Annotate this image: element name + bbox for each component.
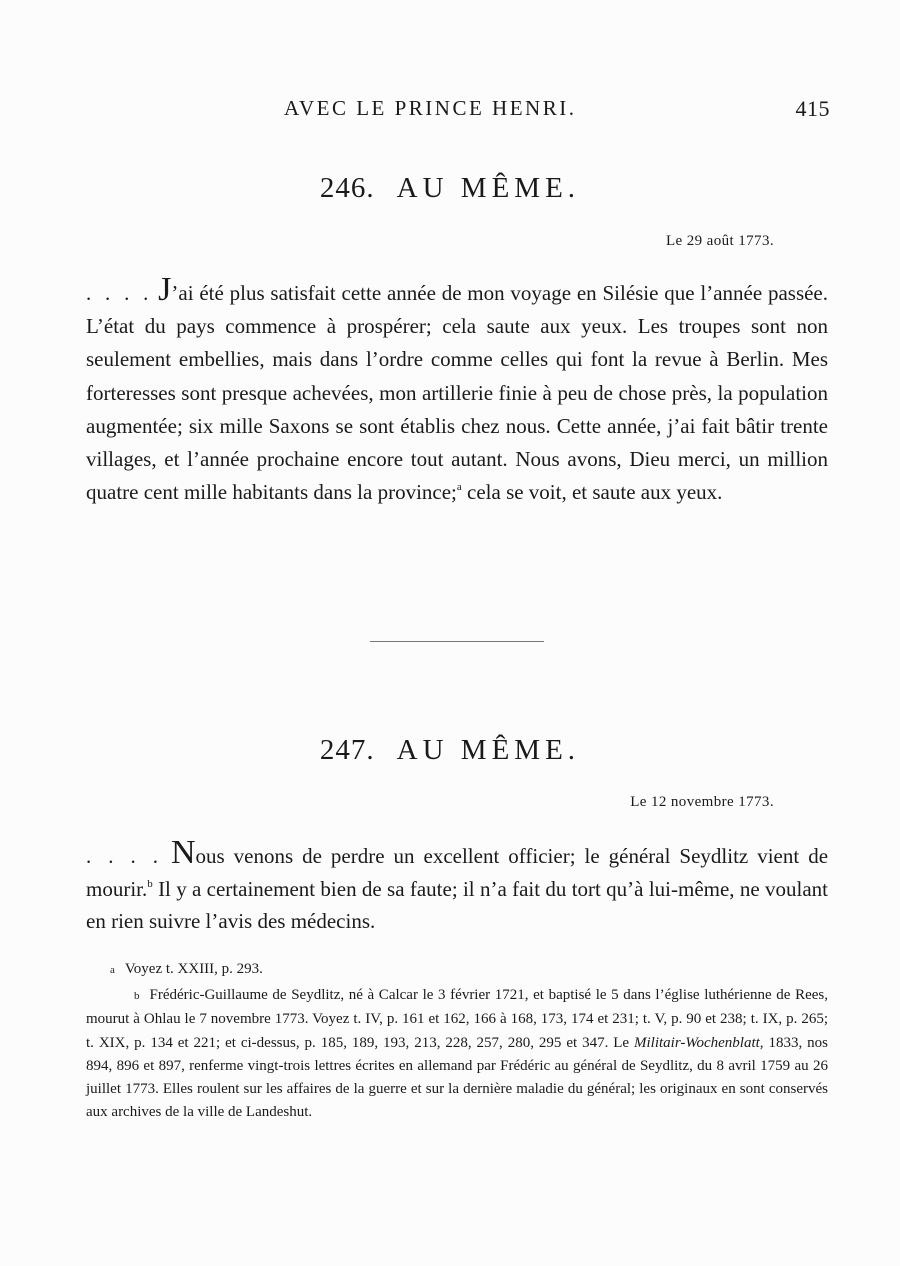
letter-number: 247. xyxy=(319,734,375,766)
footnote-text-continued: 1833, nos 894, 896 et 897, renferme vingt-trois lettres écrites en allemand par Frédéric au général de Seydlitz, du 8 avril 1759 au 26 juillet 1773. Elles roulent sur les affaires de la guerre et sur la dernière maladie du général; les originaux en sont conservés aux archives de la ville de Landeshut. xyxy=(86,1034,828,1121)
section-separator xyxy=(370,641,544,642)
footnotes xyxy=(86,958,828,1126)
footnote-italic-title: Militair-Wochenblatt, xyxy=(634,1034,764,1051)
letter-text: ous venons de perdre un excellent officier; le général Seydlitz vient de mourir. xyxy=(86,844,829,901)
footnote-text: Frédéric-Guillaume de Seydlitz, né à Calcar le 3 février 1721, et baptisé le 5 dans l’église luthérienne de Rees, mourut à Ohlau le 7 novembre 1773. Voyez t. IV, p. 161 et 162, 166 à 168, 173, 174 et 231; t. V, p. 90 et 238; t. IX, p. 265; t. XIX, p. 134 et 221; et ci-dessus, p. 185, 189, 193, 213, 228, 257, 280, 295 et 347. Le xyxy=(86,987,828,1051)
letter-title: AU MÊME. xyxy=(396,734,581,766)
letter-number: 246. xyxy=(319,172,375,204)
letter-date: Le 29 août 1773. xyxy=(665,233,774,249)
letter-heading-247 xyxy=(0,734,900,767)
letter-body-247 xyxy=(86,836,828,938)
running-head xyxy=(284,96,830,126)
footnote-mark: a xyxy=(110,964,115,976)
footnote-b xyxy=(86,984,828,1124)
letter-title: AU MÊME. xyxy=(396,172,581,204)
footnote-text: Voyez t. XXIII, p. 293. xyxy=(124,961,263,977)
letter-body-246 xyxy=(86,273,828,509)
footnote-mark: b xyxy=(134,990,140,1003)
running-title: AVEC LE PRINCE HENRI. xyxy=(284,96,577,120)
letter-text-continued: cela se voit, et saute aux yeux. xyxy=(461,480,723,505)
letter-text-continued: Il y a certainement bien de sa faute; il n’a fait du tort qu’à lui-même, ne voulant en rien suivre l’avis des médecins. xyxy=(86,876,828,933)
drop-cap: N xyxy=(170,834,196,871)
letter-date: Le 12 novembre 1773. xyxy=(630,794,774,810)
footnote-marker: a xyxy=(456,481,462,494)
letter-heading-246 xyxy=(0,172,900,205)
ellipsis: . . . . xyxy=(86,844,162,868)
page-number: 415 xyxy=(795,96,830,121)
ellipsis: . . . . xyxy=(86,281,153,305)
footnote-marker: b xyxy=(147,877,153,890)
footnote-a xyxy=(86,958,828,982)
drop-cap: J xyxy=(158,271,172,308)
letter-text: ’ai été plus satisfait cette année de mon voyage en Silésie que l’année passée. L’état du pays commence à prospérer; cela saute aux yeux. Les troupes sont non seulement embellies, mais dans l’ordre comme celles qui font la revue à Berlin. Mes forteresses sont presque achevées, mon artillerie finie à peu de chose près, la population augmentée; six mille Saxons se sont établis chez nous. Cette année, j’ai fait bâtir trente villages, et l’année prochaine encore tout autant. Nous avons, Dieu merci, un million quatre cent mille habitants dans la province; xyxy=(86,281,829,505)
